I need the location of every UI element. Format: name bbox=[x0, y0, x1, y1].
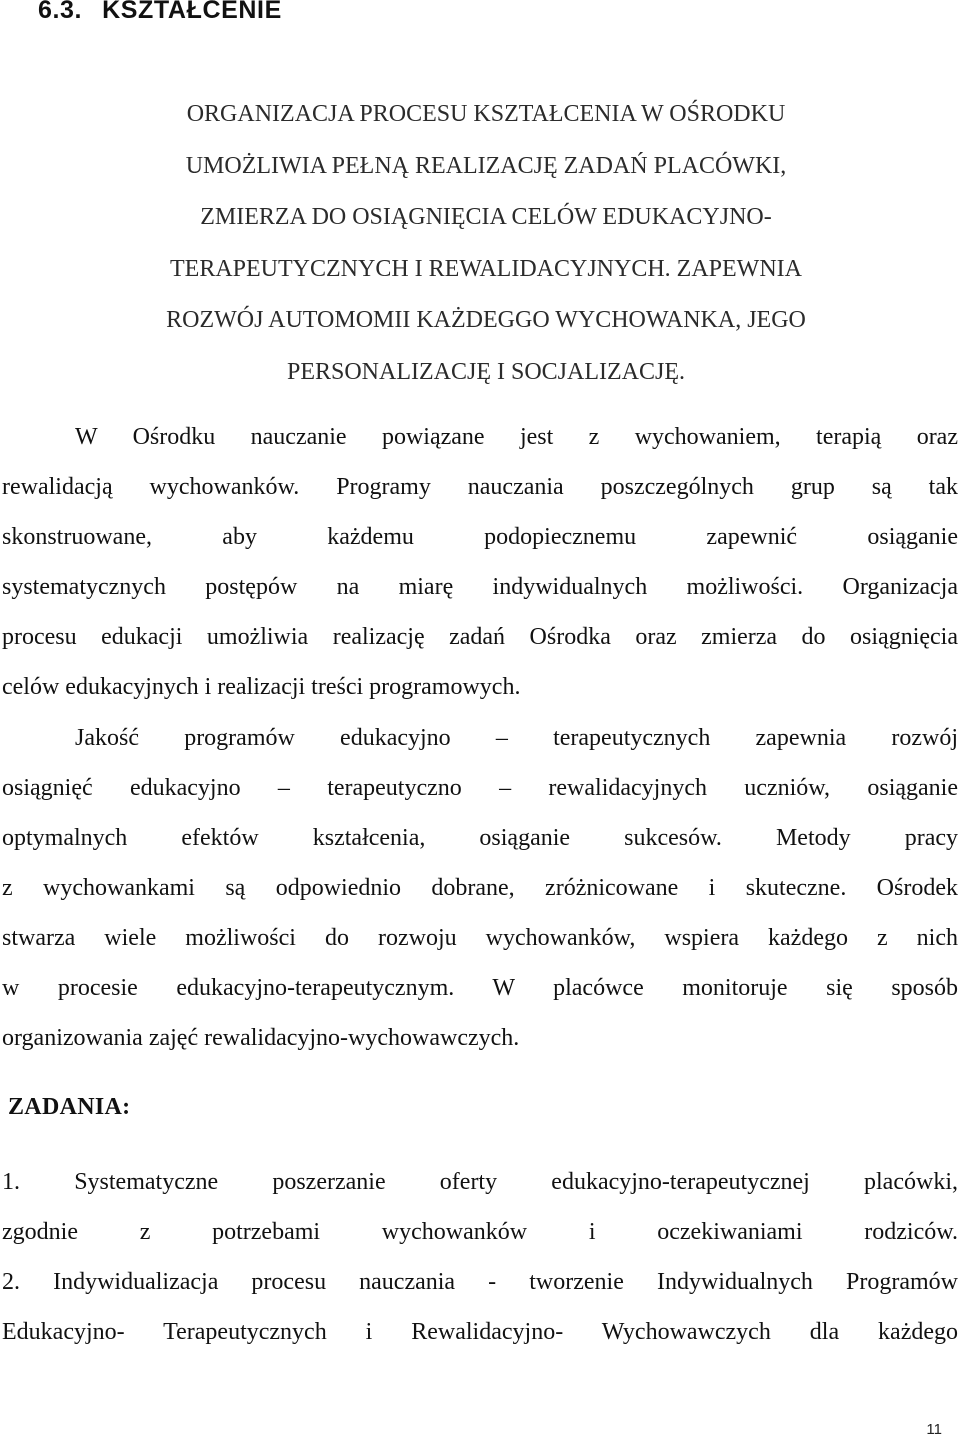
task-line: Edukacyjno- Terapeutycznych i Rewalidacyjno- Wychowawczych dla każdego bbox=[2, 1319, 958, 1345]
mission-line: PERSONALIZACJĘ I SOCJALIZACJĘ. bbox=[286, 358, 685, 385]
paragraph-line: stwarza wiele możliwości do rozwoju wychowanków, wspiera każdego z nich bbox=[2, 925, 958, 951]
mission-line: ROZWÓJ AUTOMOMII KAŻDEGGO WYCHOWANKA, JEGO bbox=[166, 307, 806, 333]
section-number: 6.3. bbox=[38, 0, 83, 24]
paragraph-education-overview bbox=[2, 412, 958, 712]
paragraph-line: skonstruowane, aby każdemu podopiecznemu zapewnić osiąganie bbox=[2, 524, 958, 550]
paragraph-line: w procesie edukacyjno-terapeutycznym. W placówce monitoruje się sposób bbox=[2, 975, 958, 1001]
tasks-list bbox=[2, 1157, 958, 1357]
section-heading bbox=[38, 0, 282, 25]
task-line: 1. Systematyczne poszerzanie oferty edukacyjno-terapeutycznej placówki, bbox=[2, 1169, 958, 1195]
paragraph-line: rewalidacją wychowanków. Programy nauczania poszczególnych grup są tak bbox=[2, 474, 958, 500]
paragraph-line: Jakość programów edukacyjno – terapeutycznych zapewnia rozwój bbox=[75, 725, 958, 751]
tasks-heading: ZADANIA: bbox=[8, 1094, 131, 1120]
paragraph-line: celów edukacyjnych i realizacji treści programowych. bbox=[2, 674, 521, 700]
paragraph-line: osiągnięć edukacyjno – terapeutyczno – rewalidacyjnych uczniów, osiąganie bbox=[2, 775, 958, 801]
paragraph-line: organizowania zajęć rewalidacyjno-wychowawczych. bbox=[2, 1025, 520, 1051]
task-line: 2. Indywidualizacja procesu nauczania - tworzenie Indywidualnych Programów bbox=[2, 1269, 958, 1295]
task-line: zgodnie z potrzebami wychowanków i oczekiwaniami rodziców. bbox=[2, 1219, 958, 1245]
mission-line: ZMIERZA DO OSIĄGNIĘCIA CELÓW EDUKACYJNO- bbox=[200, 204, 772, 230]
paragraph-program-quality bbox=[2, 713, 958, 1063]
paragraph-line: z wychowankami są odpowiednio dobrane, zróżnicowane i skuteczne. Ośrodek bbox=[2, 875, 958, 901]
section-title: KSZTAŁCENIE bbox=[102, 0, 282, 24]
paragraph-line: systematycznych postępów na miarę indywidualnych możliwości. Organizacja bbox=[2, 574, 958, 600]
page-number: 11 bbox=[926, 1421, 942, 1438]
mission-line: TERAPEUTYCZNYCH I REWALIDACYJNYCH. ZAPEWNIA bbox=[170, 255, 802, 282]
paragraph-line: W Ośrodku nauczanie powiązane jest z wychowaniem, terapią oraz bbox=[75, 424, 958, 450]
mission-statement bbox=[100, 89, 872, 398]
paragraph-line: optymalnych efektów kształcenia, osiąganie sukcesów. Metody pracy bbox=[2, 825, 958, 851]
paragraph-line: procesu edukacji umożliwia realizację zadań Ośrodka oraz zmierza do osiągnięcia bbox=[2, 624, 958, 650]
mission-line: UMOŻLIWIA PEŁNĄ REALIZACJĘ ZADAŃ PLACÓWKI, bbox=[185, 152, 787, 179]
mission-line: ORGANIZACJA PROCESU KSZTAŁCENIA W OŚRODKU bbox=[186, 101, 786, 127]
